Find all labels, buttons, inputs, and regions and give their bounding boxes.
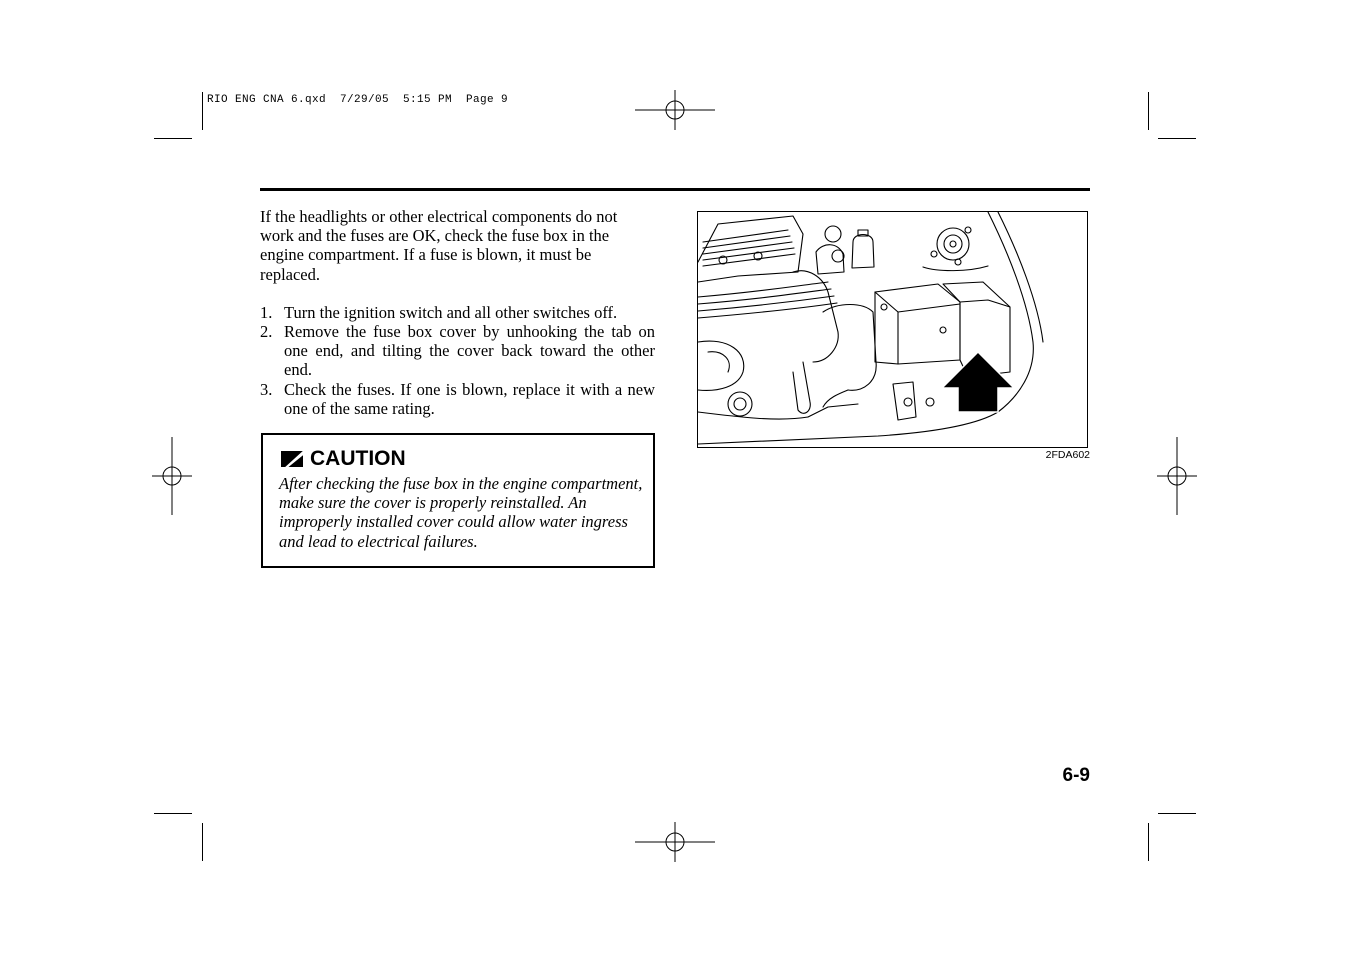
step-list [260, 303, 655, 418]
caution-box [261, 433, 655, 568]
page-number: 6-9 [1062, 765, 1090, 786]
step-number: 3. [260, 379, 273, 399]
header-rule [260, 188, 1090, 191]
engine-compartment-figure [697, 211, 1088, 448]
caution-title: CAUTION [310, 447, 406, 470]
step-text: Remove the fuse box cover by unhooking the tab on one end, and tilting the cover back toward the other end. [284, 322, 655, 380]
step-number: 1. [260, 302, 273, 322]
registration-mark-icon [635, 822, 715, 862]
step-text: Turn the ignition switch and all other switches off. [284, 302, 618, 322]
engine-compartment-fuse-box-illustration [698, 212, 1087, 447]
step-number: 2. [260, 322, 273, 342]
caution-pencil-icon [281, 449, 307, 469]
print-slug: RIO ENG CNA 6.qxd 7/29/05 5:15 PM Page 9 [207, 94, 509, 106]
caution-text: After checking the fuse box in the engine compartment, make sure the cover is properly reinstalled. An improperly installed cover could allow water ingress and lead to electrical failures. [279, 474, 643, 551]
list-item [260, 303, 655, 322]
step-text: Check the fuses. If one is blown, replace it with a new one of the same rating. [284, 379, 655, 418]
list-item [260, 380, 655, 418]
caution-heading [281, 447, 406, 471]
body-text [260, 207, 655, 418]
registration-mark-icon [152, 437, 192, 515]
intro-paragraph: If the headlights or other electrical components do not work and the fuses are OK, check the fuse box in the engine compartment. If a fuse is blown, it must be replaced. [260, 207, 618, 284]
registration-mark-icon [635, 90, 715, 130]
figure-code: 2FDA602 [1045, 449, 1090, 461]
registration-mark-icon [1157, 437, 1197, 515]
list-item [260, 322, 655, 380]
